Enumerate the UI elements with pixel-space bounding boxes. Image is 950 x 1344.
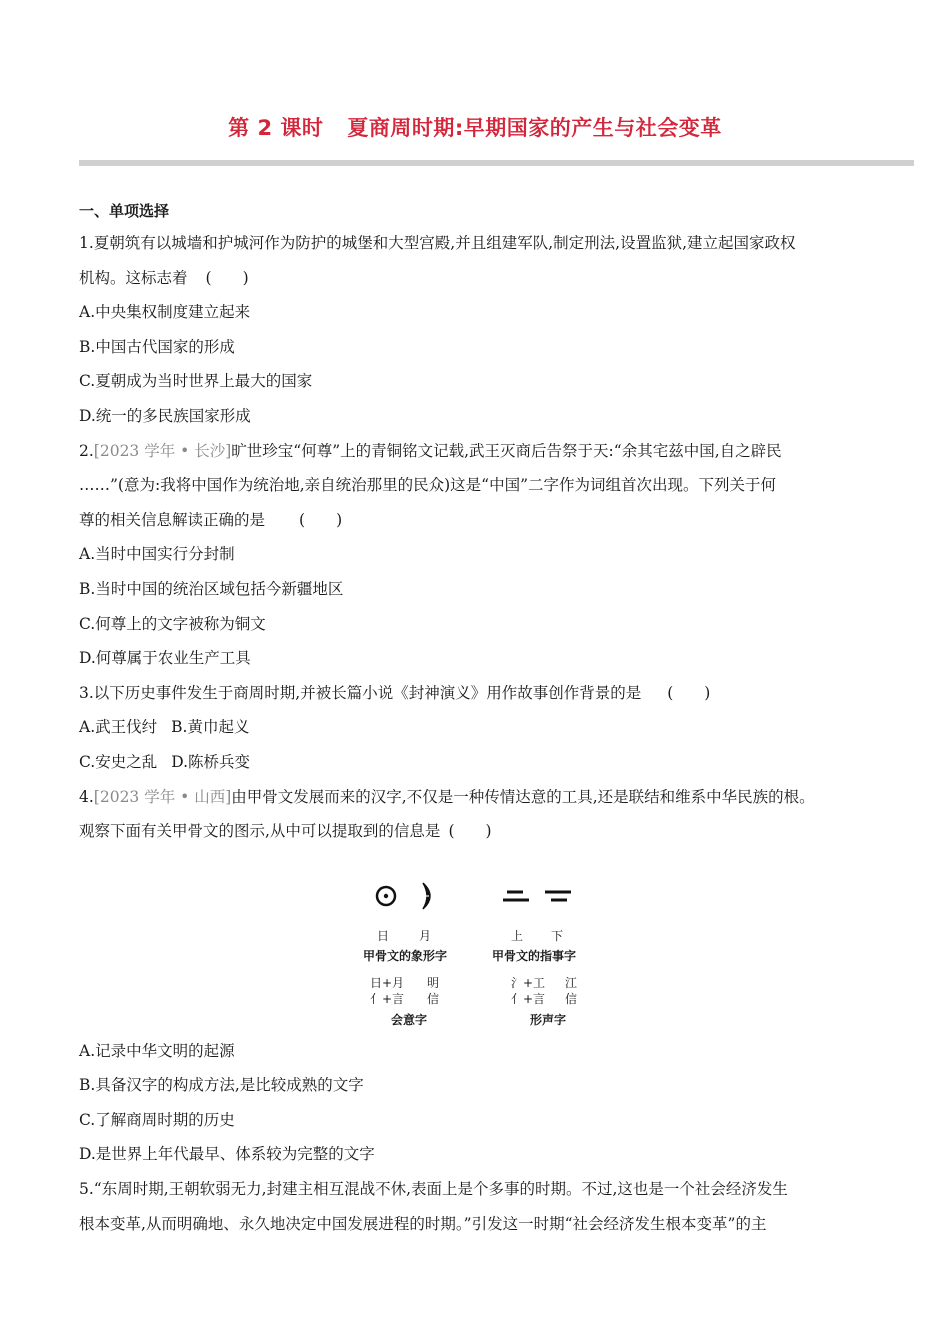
q5-stem-line2: 根本变革,从而明确地、永久地决定中国发展进程的时期。”引发这一时期“社会经济发生根本变革”的主: [79, 1214, 767, 1233]
section-heading: 一、单项选择: [79, 202, 170, 220]
label-ren-plus-yan-1: 亻+言: [370, 991, 405, 1006]
q2-option-d: D.何尊属于农业生产工具: [79, 649, 251, 668]
q1-stem-line2: 机构。这标志着 ( ): [79, 261, 879, 296]
label-pictograph: 甲骨文的象形字: [363, 948, 448, 963]
title-divider: [79, 160, 914, 166]
page-title: [0, 112, 950, 142]
label-shui-plus-gong: 氵+工: [511, 975, 546, 990]
oracle-glyphs: [79, 849, 879, 1034]
q1-option-c: C.夏朝成为当时世界上最大的国家: [79, 372, 313, 391]
q1-option-a: A.中央集权制度建立起来: [79, 303, 251, 322]
label-phonetic: 形声字: [530, 1012, 567, 1027]
q3-option-d: D.陈桥兵变: [171, 752, 251, 771]
q2-stem-line1: 2.[2023 学年 • 长沙]旷世珍宝“何尊”上的青铜铭文记载,武王灭商后告祭于天:“余其宅兹中国,自之辟民: [79, 441, 782, 460]
label-yue: 月: [419, 928, 432, 943]
label-xin-1: 信: [427, 991, 440, 1006]
q3-stem-line1: 3.以下历史事件发生于商周时期,并被长篇小说《封神演义》用作故事创作背景的是 ( ): [79, 676, 879, 711]
q3-option-b: B.黄巾起义: [171, 718, 250, 737]
answer-blank: ( ): [205, 268, 249, 287]
oracle-bone-figure: [79, 849, 879, 1034]
q4-option-b: B.具备汉字的构成方法,是比较成熟的文字: [79, 1076, 364, 1095]
q3-option-c: C.安史之乱: [79, 752, 158, 771]
q2-source-tag: [2023 学年 • 长沙]: [93, 441, 232, 460]
q2-stem-line2: ……”(意为:我将中国作为统治地,亲自统治那里的民众)这是“中国”二字作为词组首次出现。下列关于何: [79, 476, 777, 495]
label-xin-2: 信: [565, 991, 578, 1006]
label-jiang: 江: [565, 975, 578, 990]
question-content: [79, 196, 879, 1241]
answer-blank: ( ): [667, 683, 711, 702]
q2-option-a: A.当时中国实行分封制: [79, 545, 235, 564]
answer-blank: ( ): [448, 822, 492, 841]
xia-glyph: [545, 892, 571, 900]
label-shang: 上: [511, 928, 524, 943]
label-ri-plus-yue: 日+月: [370, 975, 405, 990]
label-ri: 日: [377, 928, 390, 943]
lesson-number: 第 2 课时: [228, 116, 324, 140]
q4-stem-line1: 4.[2023 学年 • 山西]由甲骨文发展而来的汉字,不仅是一种传情达意的工具,还是联结和维系中华民族的根。: [79, 787, 815, 806]
lesson-topic: 夏商周时期:早期国家的产生与社会变革: [347, 116, 722, 140]
q4-option-d: D.是世界上年代最早、体系较为完整的文字: [79, 1145, 375, 1164]
q4-stem-line2: 观察下面有关甲骨文的图示,从中可以提取到的信息是 ( ): [79, 814, 879, 849]
q2-stem-line3: 尊的相关信息解读正确的是 ( ): [79, 503, 879, 538]
q3-options-row1: [79, 710, 879, 745]
label-ming: 明: [427, 975, 440, 990]
sun-glyph: [377, 887, 395, 905]
q2-option-c: C.何尊上的文字被称为铜文: [79, 614, 266, 633]
q1-stem-line1: 1.夏朝筑有以城墙和护城河作为防护的城堡和大型宫殿,并且组建军队,制定刑法,设置监狱,建立起国家政权: [79, 234, 796, 252]
q4-source-tag: [2023 学年 • 山西]: [93, 787, 232, 806]
shang-glyph: [503, 892, 529, 900]
label-ren-plus-yan-2: 亻+言: [511, 991, 546, 1006]
label-indicative: 甲骨文的指事字: [492, 948, 577, 963]
q2-option-b: B.当时中国的统治区域包括今新疆地区: [79, 579, 344, 598]
q1-option-d: D.统一的多民族国家形成: [79, 406, 251, 425]
q4-option-c: C.了解商周时期的历史: [79, 1110, 235, 1129]
q3-options-row2: [79, 745, 879, 780]
q3-option-a: A.武王伐纣: [79, 718, 158, 737]
moon-glyph: [423, 883, 430, 909]
q5-stem-line1: 5.“东周时期,王朝软弱无力,封建主相互混战不休,表面上是个多事的时期。不过,这也是一个社会经济发生: [79, 1180, 788, 1199]
label-xia: 下: [551, 928, 564, 943]
label-compound: 会意字: [391, 1012, 428, 1027]
q1-option-b: B.中国古代国家的形成: [79, 337, 235, 356]
q4-option-a: A.记录中华文明的起源: [79, 1041, 235, 1060]
answer-blank: ( ): [299, 510, 343, 529]
